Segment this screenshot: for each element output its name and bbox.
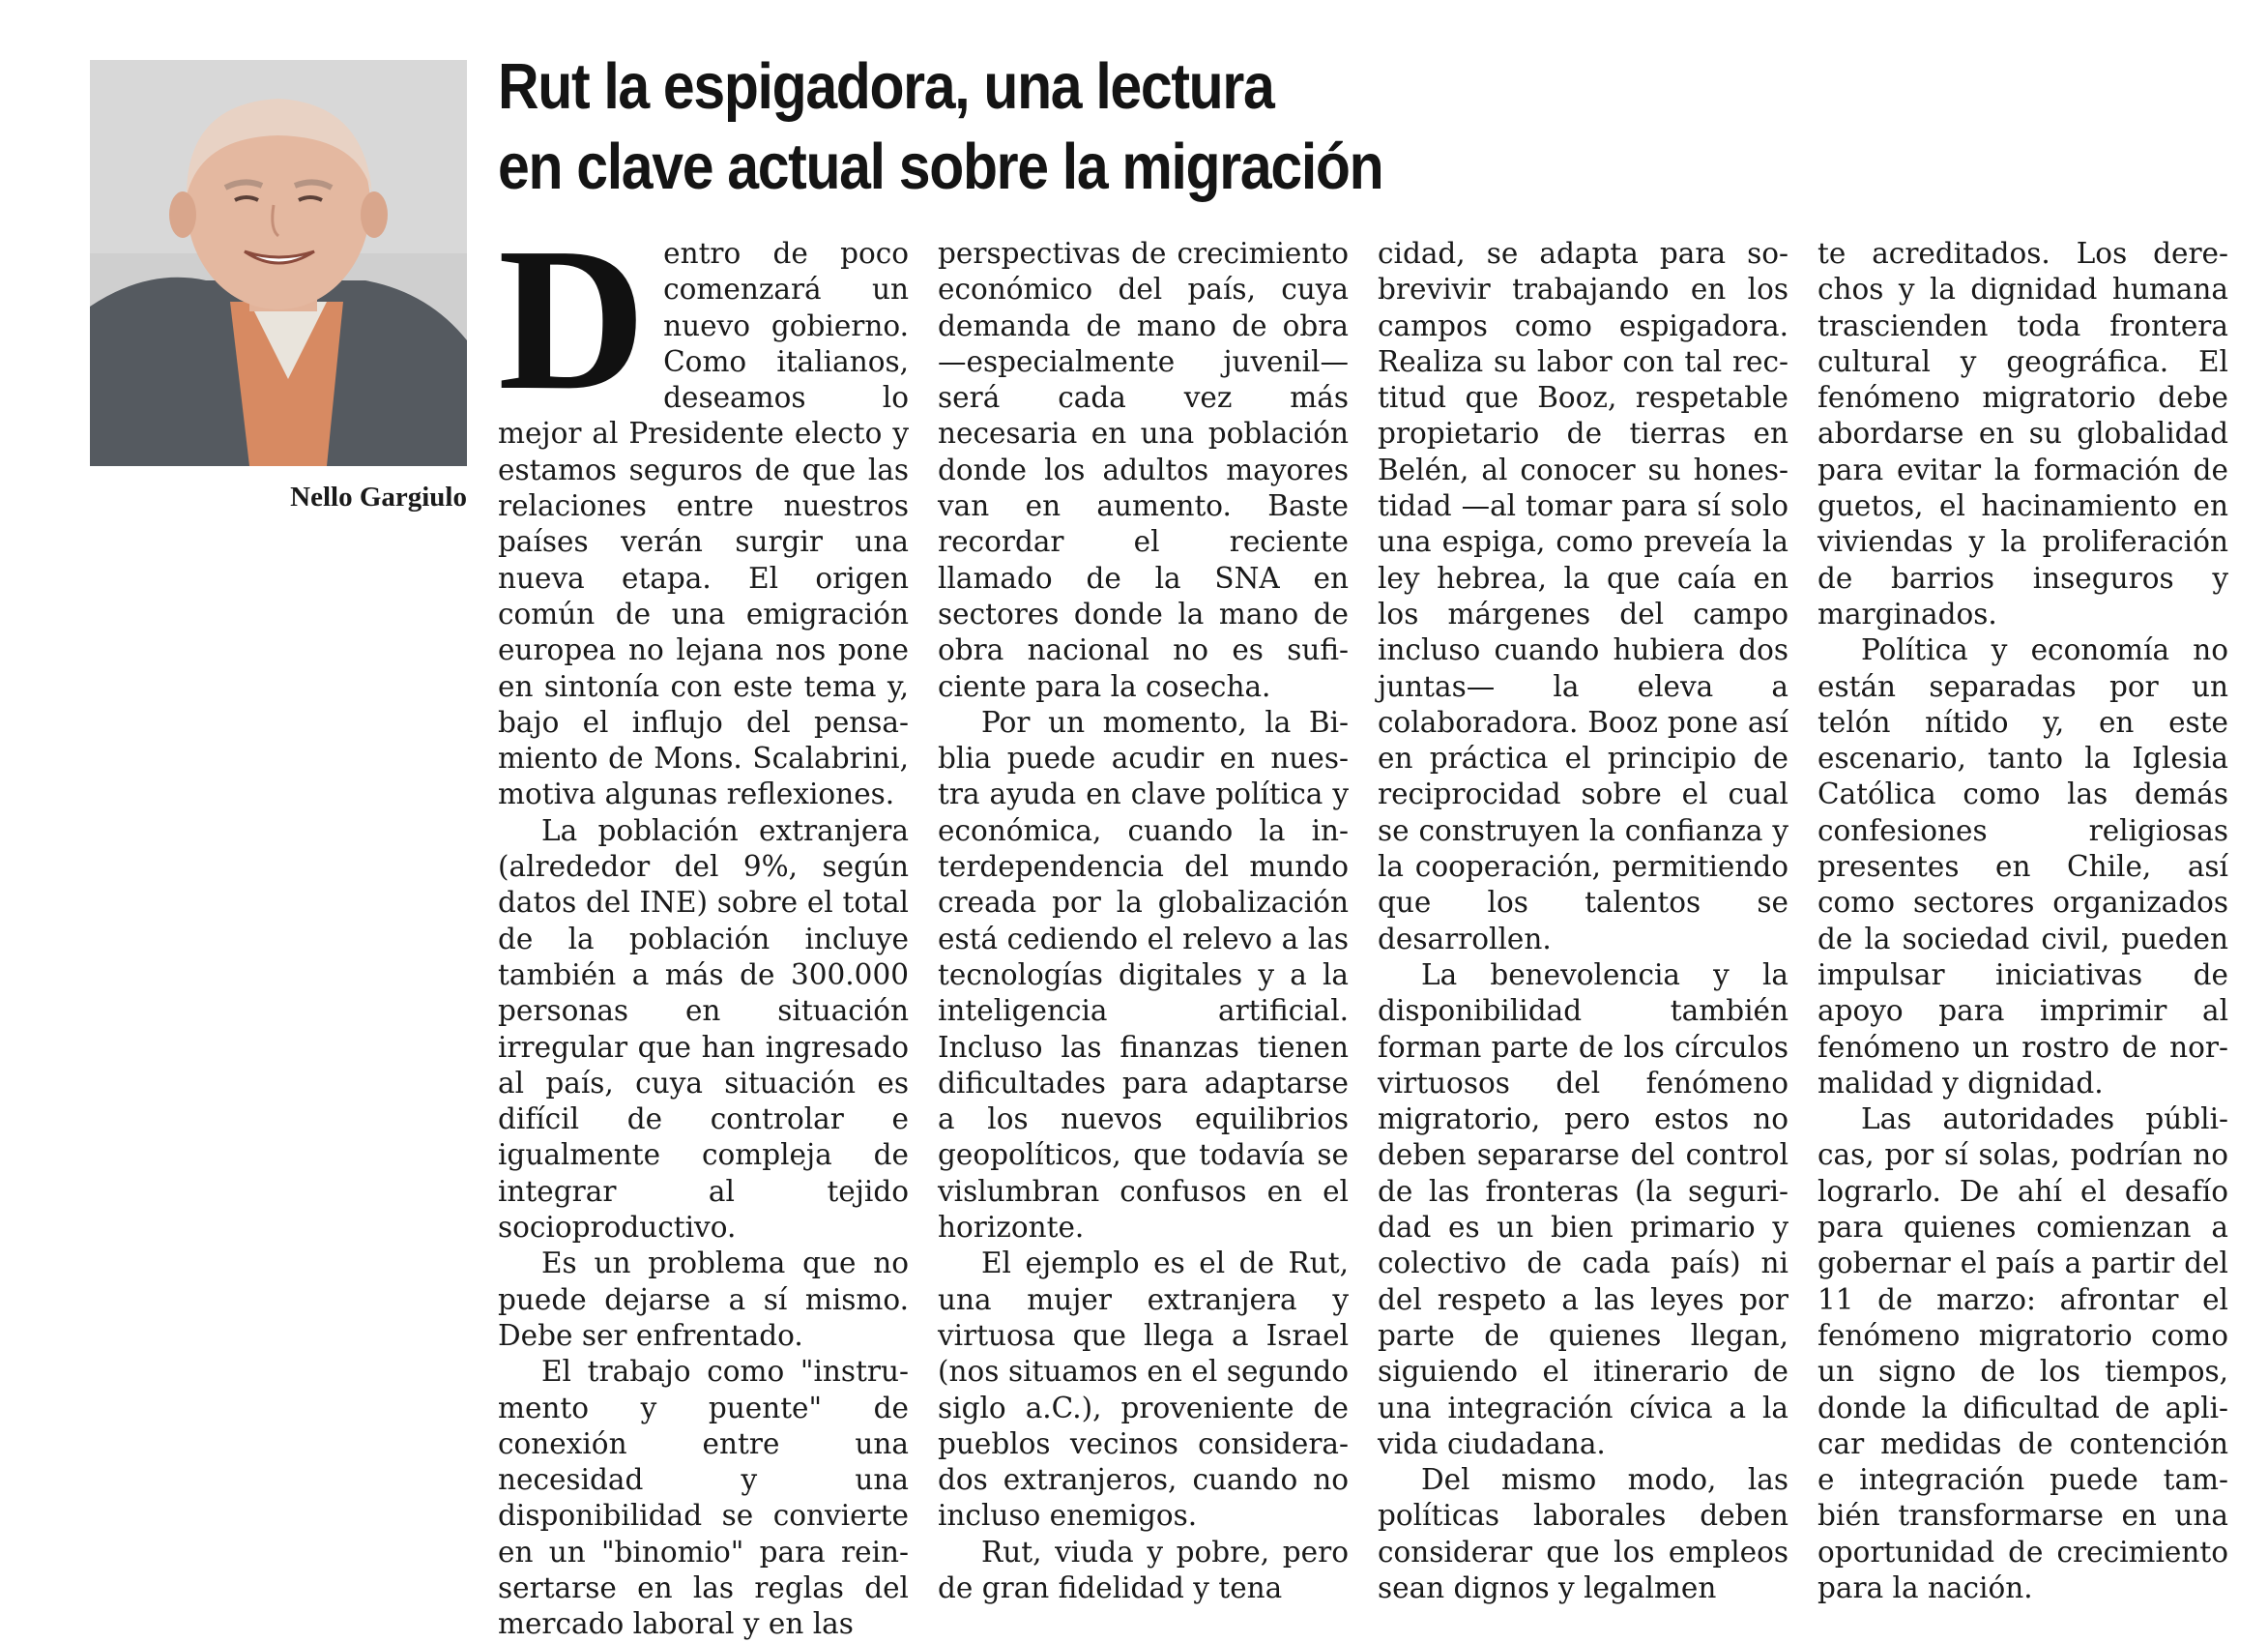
drop-cap: D bbox=[498, 205, 647, 432]
paragraph: La benevolencia y la disponibilidad también forman parte de los círculos virtuosos del fenómeno migratorio, pero estos no deben separarse del control de las fronteras (la seguridad es un bien primario y colectivo de cada país) ni del respeto a las leyes por parte de quienes llegan, siguiendo el itinerario de una integración cívica a la vida ciudadana. bbox=[1378, 957, 1788, 1460]
paragraph: entro de poco comenzará un nuevo gobierno. Como italianos, deseamos lo mejor al Presidente electo y estamos seguros de que las relaciones entre nuestros países verán surgir una nueva etapa. El origen común de una emigración europea no lejana nos pone en sintonía con este tema y, bajo el influjo del pensamiento de Mons. Scalabrini, motiva algunas reflexiones. bbox=[498, 237, 909, 811]
paragraph: cidad, se adapta para sobrevivir trabajando en los campos como espigadora. Realiza su labor con tal rectitud que Booz, respetable propietario de tierras en Belén, al conocer su honestidad —al tomar para sí solo una espiga, como preveía la ley hebrea, la que caía en los márgenes del campo incluso cuando hubiera dos juntas— la eleva a colaboradora. Booz pone así en práctica el principio de reciprocidad sobre el cual se construyen la confianza y la cooperación, permitiendo que los talentos se desarrollen. bbox=[1378, 237, 1788, 955]
author-photo bbox=[90, 60, 467, 466]
paragraph: Es un problema que no puede dejarse a sí mismo. Debe ser enfrentado. bbox=[498, 1247, 909, 1352]
paragraph: La población extranjera (alrededor del 9%, según datos del INE) sobre el total de la población incluye también a más de 300.000 personas en situación irregular que han ingresado al país, cuya situación es difícil de controlar e igualmente compleja de integrar al tejido socioproductivo. bbox=[498, 813, 909, 1245]
paragraph: Por un momento, la Biblia puede acudir en nuestra ayuda en clave política y económica, cuando la interdependencia del mundo creada por la globalización está cediendo el relevo a las tecnologías digitales y a la inteligencia artificial. Incluso las finanzas tienen dificultades para adaptarse a los nuevos equilibrios geopolíticos, que todavía se vislumbran confusos en el horizonte. bbox=[938, 705, 1349, 1245]
text-column-1 bbox=[498, 205, 909, 1641]
paragraph: Política y economía no están separadas por un telón nítido y, en este escenario, tanto la Iglesia Católica como las demás confesiones religiosas presentes en Chile, así como sectores organizados de la sociedad civil, pueden impulsar iniciativas de apoyo para imprimir al fenómeno un rostro de normalidad y dignidad. bbox=[1817, 633, 2228, 1100]
text-column-3 bbox=[1378, 236, 1788, 1604]
author-byline: Nello Gargiulo bbox=[290, 482, 467, 513]
paragraph: Del mismo modo, las políticas laborales deben considerar que los empleos sean dignos y legalmen bbox=[1378, 1463, 1788, 1604]
text-column-2 bbox=[938, 236, 1349, 1604]
headline-line-1: Rut la espigadora, una lectura bbox=[498, 50, 1274, 123]
article-headline bbox=[498, 46, 1774, 207]
paragraph: Rut, viuda y pobre, pero de gran fidelidad y tena bbox=[938, 1535, 1349, 1604]
headline-line-2: en clave actual sobre la migración bbox=[498, 131, 1383, 203]
paragraph: te acreditados. Los derechos y la dignidad humana trascienden toda frontera cultural y geográfica. El fenómeno migratorio debe abordarse en su globalidad para evitar la formación de guetos, el hacinamiento en viviendas y la proliferación de barrios inseguros y marginados. bbox=[1817, 237, 2228, 631]
text-column-4 bbox=[1817, 236, 2228, 1604]
paragraph: Las autoridades públicas, por sí solas, podrían no lograrlo. De ahí el desafío para quienes comienzan a gobernar el país a partir del 11 de marzo: afrontar el fenómeno migratorio como un signo de los tiempos, donde la dificultad de aplicar medidas de contención e integración puede también transformarse en una oportunidad de crecimiento para la nación. bbox=[1817, 1102, 2228, 1604]
paragraph: El ejemplo es el de Rut, una mujer extranjera y virtuosa que llega a Israel (nos situamos en el segundo siglo a.C.), proveniente de pueblos vecinos considerados extranjeros, cuando no incluso enemigos. bbox=[938, 1247, 1349, 1533]
paragraph: El trabajo como "instrumento y puente" de conexión entre una necesidad y una disponibilidad se convierte en un "binomio" para reinsertarse en las reglas del mercado laboral y en las bbox=[498, 1355, 909, 1641]
paragraph: perspectivas de crecimiento económico del país, cuya demanda de mano de obra —especialmente juvenil— será cada vez más necesaria en una población donde los adultos mayores van en aumento. Baste recordar el reciente llamado de la SNA en sectores donde la mano de obra nacional no es suficiente para la cosecha. bbox=[938, 237, 1349, 703]
